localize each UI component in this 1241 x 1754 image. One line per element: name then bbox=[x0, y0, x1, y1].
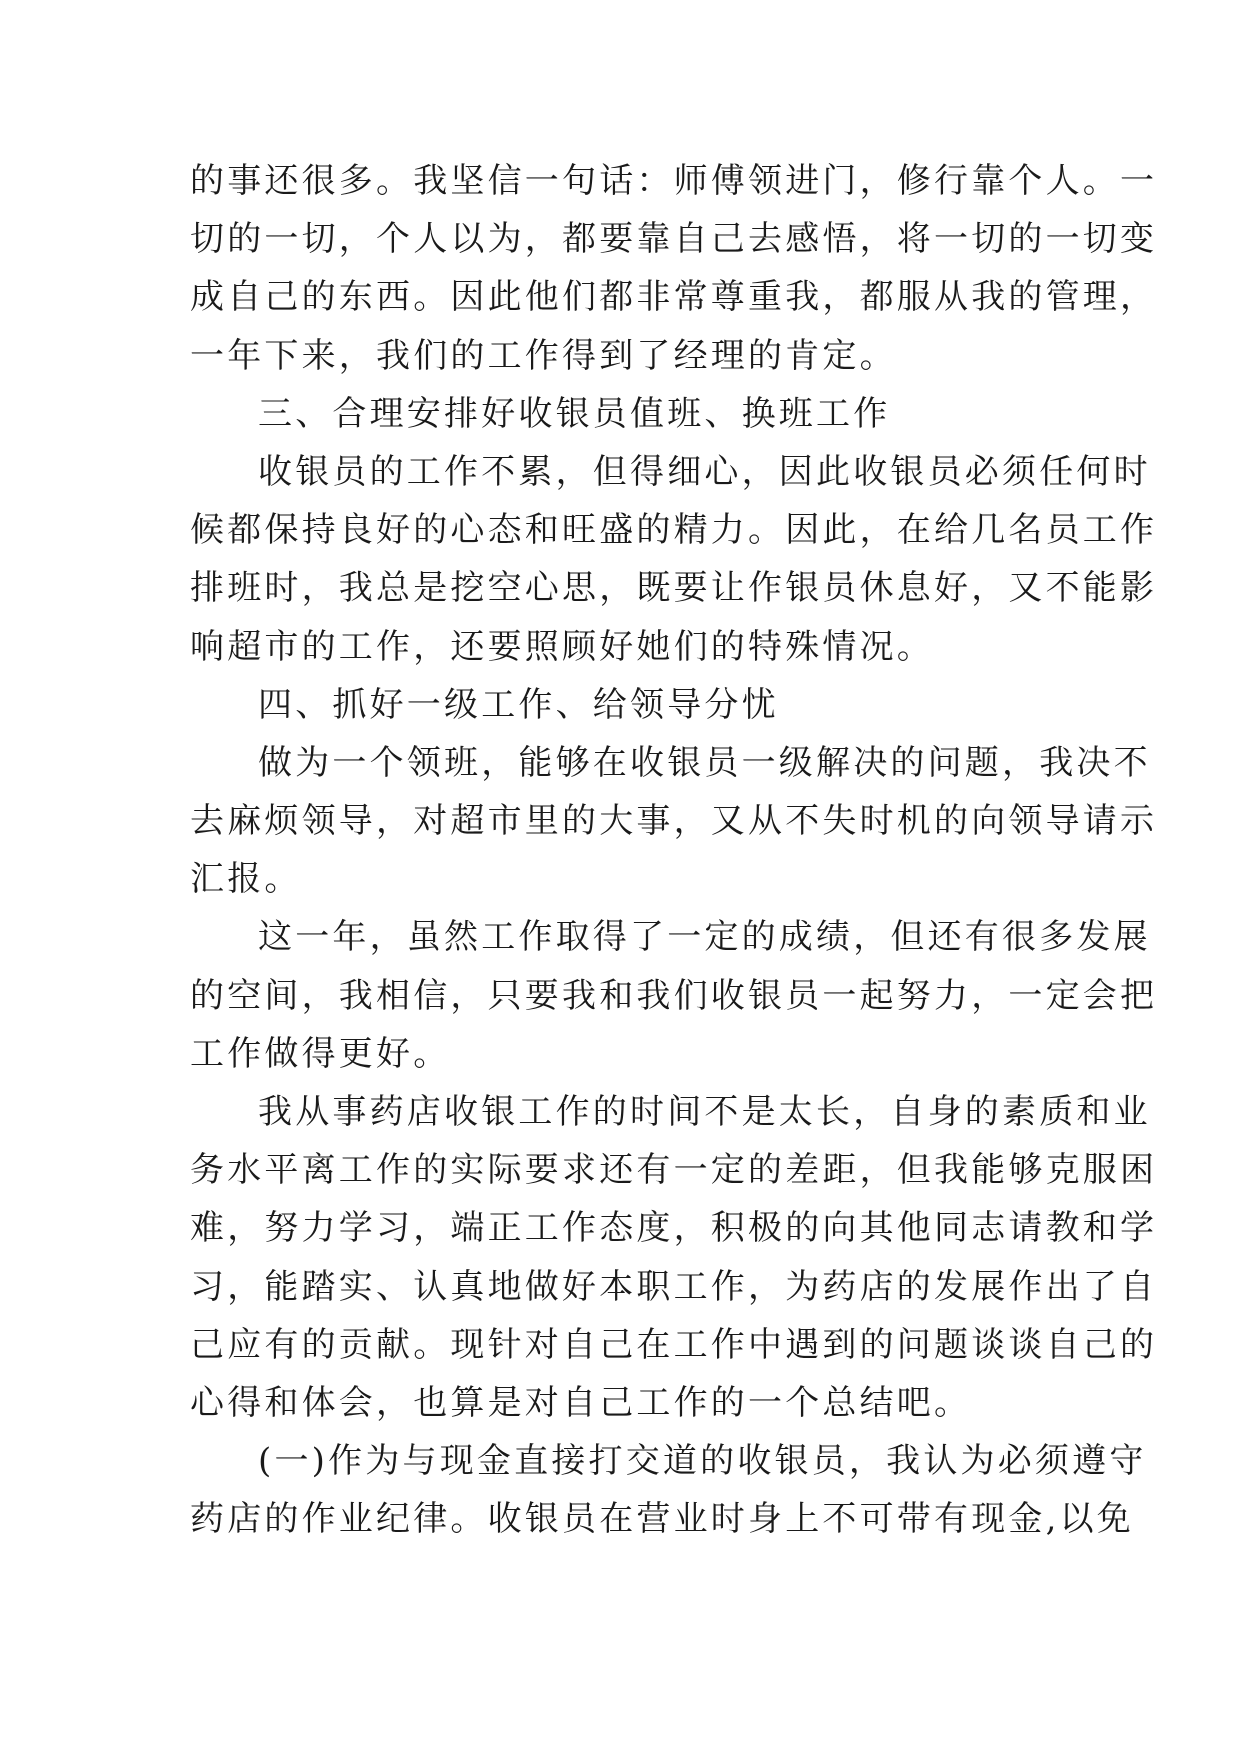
document-page bbox=[190, 152, 1158, 1549]
text-line: 排班时，我总是挖空心思，既要让作银员休息好，又不能影 bbox=[190, 568, 1158, 609]
text-line: (一)作为与现金直接打交道的收银员，我认为必须遵守 bbox=[258, 1441, 1147, 1482]
section-heading: 三、合理安排好收银员值班、换班工作 bbox=[258, 393, 891, 434]
section-heading: 四、抓好一级工作、给领导分忧 bbox=[258, 684, 779, 725]
text-line: 我从事药店收银工作的时间不是太长，自身的素质和业 bbox=[258, 1092, 1151, 1132]
text-line: 候都保持良好的心态和旺盛的精力。因此，在给几名员工作 bbox=[190, 510, 1158, 551]
text-line: 药店的作业纪律。收银员在营业时身上不可带有现金,以免 bbox=[190, 1499, 1135, 1540]
text-line: 心得和体会，也算是对自己工作的一个总结吧。 bbox=[190, 1382, 972, 1423]
text-line: 响超市的工作，还要照顾好她们的特殊情况。 bbox=[190, 626, 934, 667]
text-line: 己应有的贡献。现针对自己在工作中遇到的问题谈谈自己的 bbox=[190, 1324, 1158, 1365]
text-line: 的空间，我相信，只要我和我们收银员一起努力，一定会把 bbox=[190, 975, 1158, 1016]
text-line: 切的一切，个人以为，都要靠自己去感悟，将一切的一切变 bbox=[190, 219, 1158, 260]
text-line: 习，能踏实、认真地做好本职工作，为药店的发展作出了自 bbox=[190, 1266, 1158, 1307]
text-line: 工作做得更好。 bbox=[190, 1033, 451, 1074]
text-line: 一年下来，我们的工作得到了经理的肯定。 bbox=[190, 335, 897, 376]
text-line: 成自己的东西。因此他们都非常尊重我，都服从我的管理， bbox=[190, 277, 1158, 318]
text-line: 的事还很多。我坚信一句话：师傅领进门，修行靠个人。一 bbox=[190, 161, 1158, 201]
text-line: 这一年，虽然工作取得了一定的成绩，但还有很多发展 bbox=[258, 917, 1151, 958]
text-line: 汇报。 bbox=[190, 859, 302, 900]
text-line: 去麻烦领导，对超市里的大事，又从不失时机的向领导请示 bbox=[190, 801, 1158, 842]
text-line: 难，努力学习，端正工作态度，积极的向其他同志请教和学 bbox=[190, 1208, 1158, 1249]
text-line: 做为一个领班，能够在收银员一级解决的问题，我决不 bbox=[258, 742, 1151, 783]
text-line: 务水平离工作的实际要求还有一定的差距，但我能够克服困 bbox=[190, 1150, 1158, 1191]
text-line: 收银员的工作不累，但得细心，因此收银员必须任何时 bbox=[258, 451, 1151, 492]
